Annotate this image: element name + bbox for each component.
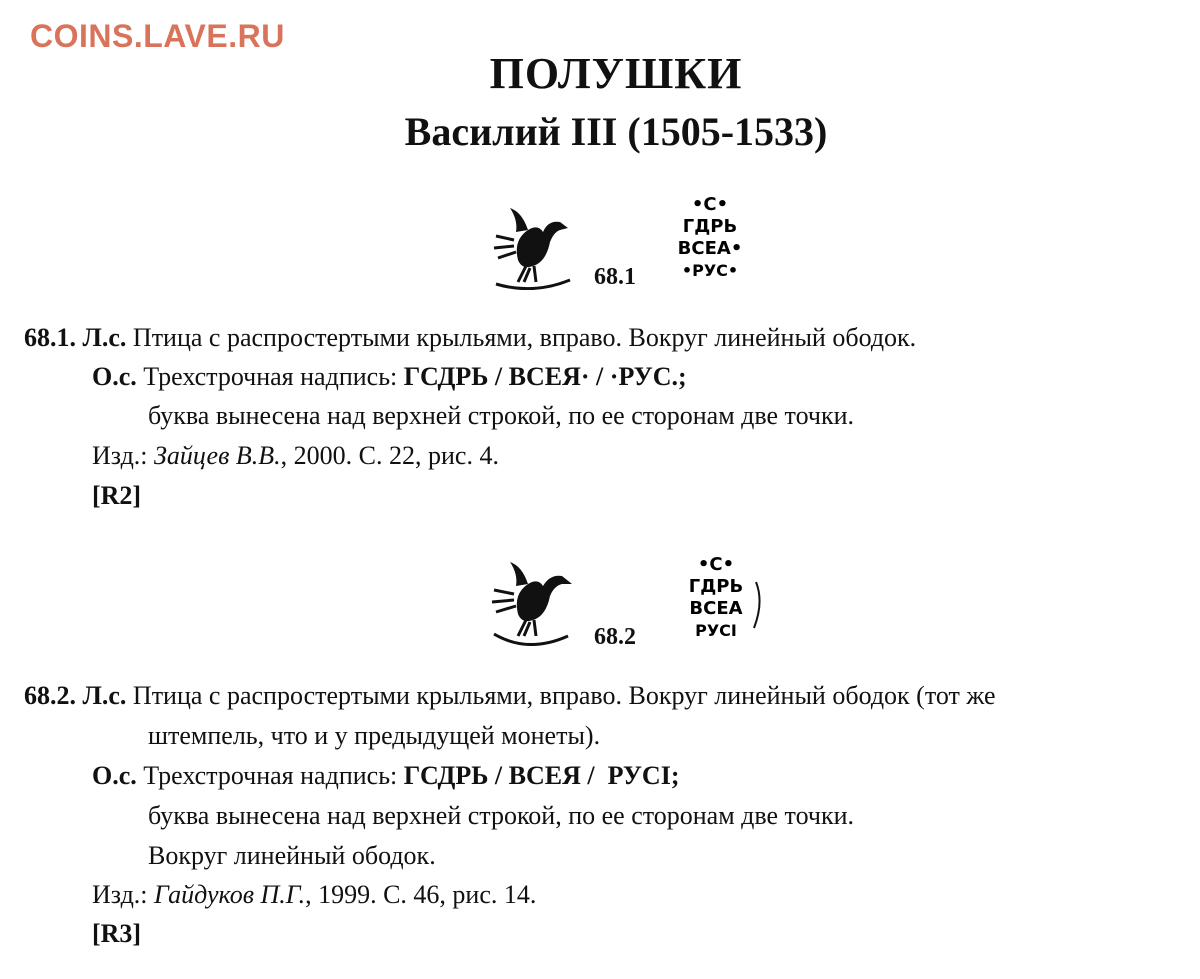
obverse-label: Л.с. — [82, 681, 127, 710]
publication-author: Зайцев В.В. — [154, 441, 281, 470]
watermark-text: COINS.LAVE.RU — [30, 18, 285, 54]
legend-line-1: ГДРЬ — [682, 216, 738, 237]
legend-line-3: •РУС• — [681, 261, 739, 280]
entry-number: 68.1. — [24, 323, 76, 352]
publication-line — [92, 440, 499, 472]
legend-line-2: ВСЕА• — [677, 238, 743, 259]
entry-obverse-line — [24, 322, 916, 354]
figure-label: 68.1 — [594, 264, 636, 290]
coin-reverse-inscription — [668, 552, 768, 644]
publication-details: , 1999. С. 46, рис. 14. — [305, 880, 537, 909]
coin-obverse-bird-icon — [488, 200, 578, 290]
reverse-label: О.с. — [92, 362, 137, 391]
page-title: ПОЛУШКИ — [489, 49, 743, 98]
reverse-label: О.с. — [92, 761, 137, 790]
reverse-note: буква вынесена над верхней строкой, по ее сторонам две точки. — [148, 801, 855, 830]
entry-obverse-line — [24, 680, 996, 712]
rarity-badge: [R3] — [92, 919, 142, 948]
publication-author: Гайдуков П.Г. — [154, 880, 306, 909]
rarity-badge: [R2] — [92, 481, 142, 510]
publication-details: , 2000. С. 22, рис. 4. — [280, 441, 499, 470]
publication-prefix: Изд.: — [92, 880, 148, 909]
entry-reverse-line — [92, 760, 679, 792]
obverse-description: Птица с распростертыми крыльями, вправо. Вокруг линейный ободок (тот же — [132, 681, 996, 710]
coin-reverse-inscription — [660, 192, 760, 284]
reverse-inscription: ГСДРЬ / ВСЕЯ / РУСІ; — [403, 761, 680, 790]
reverse-prefix: Трехстрочная надпись: — [143, 362, 398, 391]
publication-line — [92, 879, 536, 911]
legend-top: •С• — [697, 554, 735, 575]
entry-reverse-line — [92, 361, 687, 393]
reverse-note: буква вынесена над верхней строкой, по ее сторонам две точки. — [148, 401, 855, 430]
reverse-inscription: ГСДРЬ / ВСЕЯ· / ·РУС.; — [403, 362, 687, 391]
publication-prefix: Изд.: — [92, 441, 148, 470]
reverse-note-2: Вокруг линейный ободок. — [148, 841, 436, 870]
obverse-description: Птица с распростертыми крыльями, вправо. Вокруг линейный ободок. — [132, 323, 917, 352]
legend-top: •С• — [691, 194, 729, 215]
entry-number: 68.2. — [24, 681, 76, 710]
legend-line-1: ГДРЬ — [688, 576, 744, 597]
obverse-description-cont: штемпель, что и у предыдущей монеты). — [148, 721, 601, 750]
page-subtitle: Василий III (1505-1533) — [404, 109, 828, 154]
coin-obverse-bird-icon — [488, 556, 580, 646]
legend-line-2: ВСЕА — [689, 598, 743, 619]
legend-line-3: РУСІ — [695, 621, 737, 640]
figure-label: 68.2 — [594, 624, 636, 650]
obverse-label: Л.с. — [82, 323, 127, 352]
reverse-prefix: Трехстрочная надпись: — [143, 761, 398, 790]
